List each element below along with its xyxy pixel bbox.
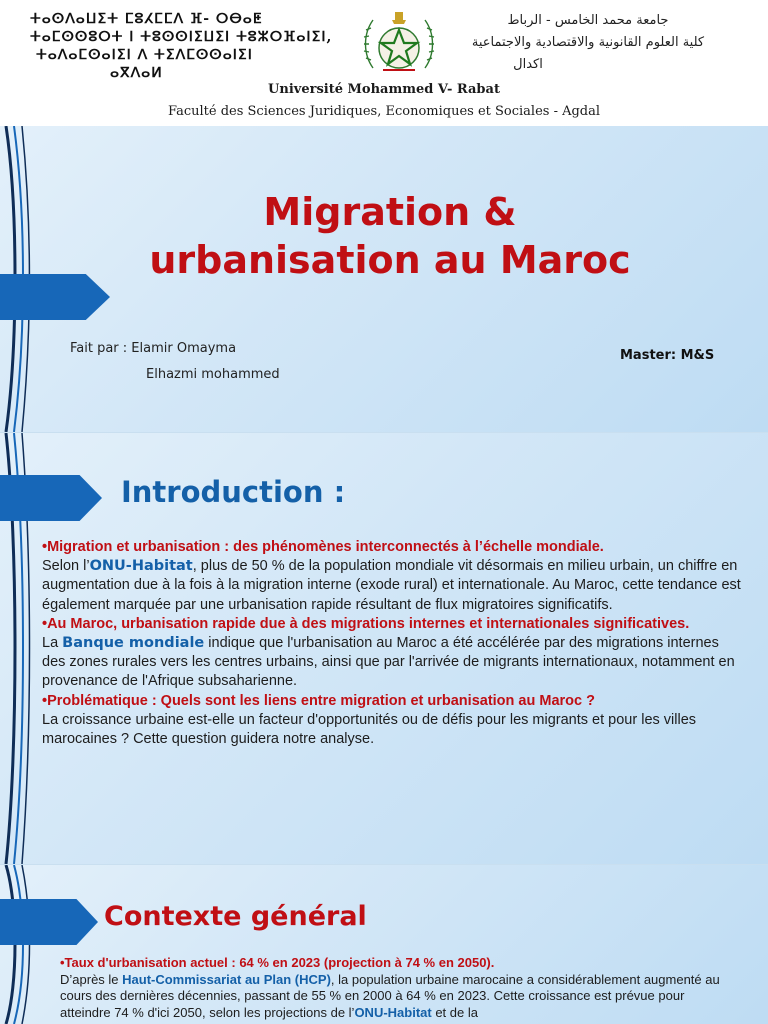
bullet-point: •Au Maroc, urbanisation rapide due à des migrations internes et internationales significatives. — [42, 615, 690, 632]
bullet-point: •Problématique : Quels sont les liens entre migration et urbanisation au Maroc ? — [42, 692, 595, 709]
title-line-2: urbanisation au Maroc — [149, 238, 631, 282]
bullet-point: •Migration et urbanisation : des phénomènes interconnectés à l’échelle mondiale. — [42, 539, 604, 555]
text-run: Selon l’ — [42, 558, 90, 575]
document-header — [0, 0, 768, 126]
tifinagh-line-4: ⴰⴳⴷⴰⵍ — [110, 65, 163, 81]
text-run: , plus de 50 % de la population mondiale vit désormais en milieu urbain, un chiffre en augmentation due à la fois à la migration interne (exode rural) et internationale. Au Maroc, cette tendance est également marquée par une urbanisation rapide résultant de flux migratoires significatifs. — [42, 558, 741, 613]
text-run: , la population urbaine marocaine a considérablement augmenté au cours des dernières décennies, passant de 55 % en 2000 à 64 % en 2023. Cette croissance est prévue pour atteindre 74 % d'ici 2050, selon les projections de l’ — [60, 971, 720, 1020]
highlight-onu-habitat: ONU-Habitat — [354, 1004, 432, 1020]
arabic-line-2: كلية العلوم القانونية والاقتصادية والاجتماعية — [471, 35, 705, 50]
tifinagh-line-2: ⵜⴰⵎⵙⵙⵓⵔⵜ ⵏ ⵜⵓⵙⵙⵏⵉⵡⵉⵏ ⵜⵓⵣⵔⴼⴰⵏⵉⵏ, — [30, 29, 333, 45]
authors-block — [70, 336, 280, 388]
arabic-line-1: جامعة محمد الخامس - الرباط — [507, 13, 669, 28]
contexte-body — [60, 955, 720, 1021]
text-run: et de la — [431, 1004, 478, 1020]
introduction-body — [42, 538, 742, 749]
blue-arrow-shape — [0, 475, 102, 521]
university-name: Université Mohammed V- Rabat — [268, 82, 500, 97]
presentation-title — [0, 188, 768, 284]
highlight-onu-habitat: ONU-Habitat — [89, 558, 193, 575]
blue-arrow-shape — [0, 899, 98, 945]
arabic-university-name — [438, 10, 738, 76]
paragraph: La croissance urbaine est-elle un facteur d'opportunités ou de défis pour les migrants et pour les villes marocaines ? Cette question guidera notre analyse. — [42, 711, 697, 748]
highlight-banque-mondiale: Banque mondiale — [62, 635, 205, 652]
title-line-1: Migration & — [263, 190, 517, 234]
slide-title — [0, 126, 768, 432]
slide-introduction — [0, 432, 768, 864]
paragraph — [42, 634, 742, 692]
text-run: La — [42, 635, 63, 652]
tifinagh-university-name — [30, 10, 332, 82]
arabic-line-3: اكدال — [513, 57, 543, 72]
author-1: Fait par : Elamir Omayma — [70, 341, 237, 356]
master-label: Master: M&S — [620, 348, 715, 363]
faculty-name: Faculté des Sciences Juridiques, Economiques et Sociales - Agdal — [167, 104, 601, 119]
bullet-point: •Taux d'urbanisation actuel : 64 % en 2023 (projection à 74 % en 2050). — [60, 955, 495, 970]
author-2: Elhazmi mohammed — [146, 367, 280, 382]
text-run: D’après le — [60, 971, 123, 987]
university-seal-logo — [359, 6, 439, 86]
slide-contexte — [0, 864, 768, 1024]
section-heading: Contexte général — [104, 901, 367, 932]
tifinagh-line-1: ⵜⴰⵙⴷⴰⵡⵉⵜ ⵎⵓⵃⵎⵎⴷ ⴼ- ⵔⴱⴰⵟ — [30, 11, 263, 27]
paragraph — [42, 557, 742, 615]
highlight-hcp: Haut-Commissariat au Plan (HCP) — [122, 971, 331, 987]
tifinagh-line-3: ⵜⴰⴷⴰⵎⵙⴰⵏⵉⵏ ⴷ ⵜⵉⴷⵎⵙⵙⴰⵏⵉⵏ — [36, 47, 253, 63]
section-heading: Introduction : — [121, 475, 346, 509]
paragraph — [60, 972, 720, 1022]
text-run: indique que l'urbanisation au Maroc a été accélérée par des migrations internes des zones rurales vers les centres urbains, ainsi que par l'arrivée de migrants internationaux, notamment en provenance de l'Afrique subsaharienne. — [42, 635, 735, 690]
